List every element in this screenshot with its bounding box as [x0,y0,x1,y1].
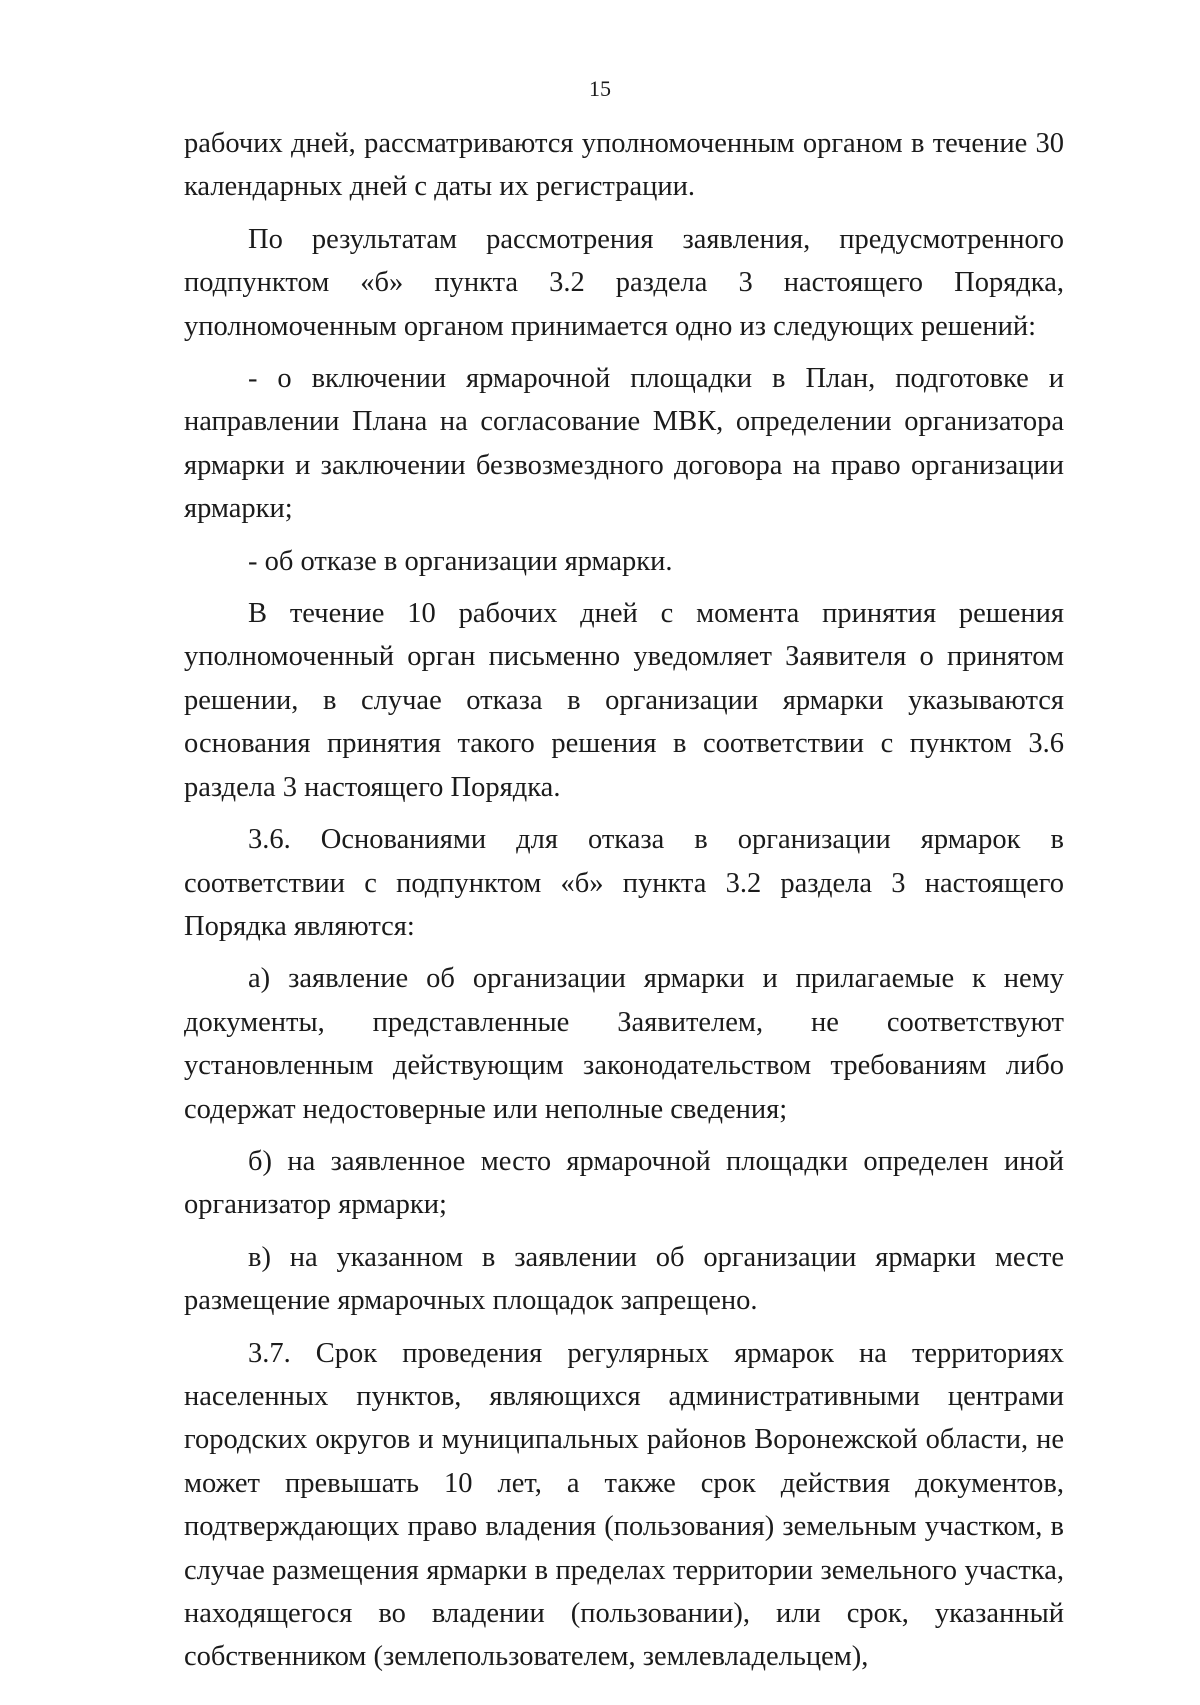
paragraph-decision-include: - о включении ярмарочной площадки в План, подготовке и направлении Плана на согласование МВК, определении организатора ярмарки и заключении безвозмездного договора на право организации ярмарки; [184,363,1064,525]
paragraph-notification: В течение 10 рабочих дней с момента принятия решения уполномоченный орган письменно уведомляет Заявителя о принятом решении, в случае отказа в организации ярмарки указываются основания принятия такого решения в соответствии с пунктом 3.6 раздела 3 настоящего Порядка. [184,598,1064,803]
paragraph-3-6: 3.6. Основаниями для отказа в организации ярмарок в соответствии с подпунктом «б» пункта 3.2 раздела 3 настоящего Порядка являются: [184,824,1064,942]
document-body [184,122,1064,1688]
paragraph-3-7: 3.7. Срок проведения регулярных ярмарок на территориях населенных пунктов, являющихся административными центрами городских округов и муниципальных районов Воронежской области, не может превышать 10 лет, а также срок действия документов, подтверждающих право владения (пользования) земельным участком, в случае размещения ярмарки в пределах территории земельного участка, находящегося во владении (пользовании), или срок, указанный собственником (землепользователем, землевладельцем), [184,1337,1064,1673]
paragraph-review-results: По результатам рассмотрения заявления, предусмотренного подпунктом «б» пункта 3.2 раздела 3 настоящего Порядка, уполномоченным органом принимается одно из следующих решений: [184,223,1064,342]
paragraph-continuation: рабочих дней, рассматриваются уполномоченным органом в течение 30 календарных дней с даты их регистрации. [184,128,1064,203]
paragraph-3-6-b: б) на заявленное место ярмарочной площадки определен иной организатор ярмарки; [184,1145,1064,1221]
paragraph-decision-refuse: - об отказе в организации ярмарки. [248,545,673,577]
paragraph-3-6-a: а) заявление об организации ярмарки и прилагаемые к нему документы, представленные Заявителем, не соответствуют установленным действующим законодательством требованиям либо содержат недостоверные или неполные сведения; [184,963,1064,1125]
page-number: 15 [589,76,611,101]
paragraph-3-6-v: в) на указанном в заявлении об организации ярмарки месте размещение ярмарочных площадок запрещено. [184,1241,1064,1317]
